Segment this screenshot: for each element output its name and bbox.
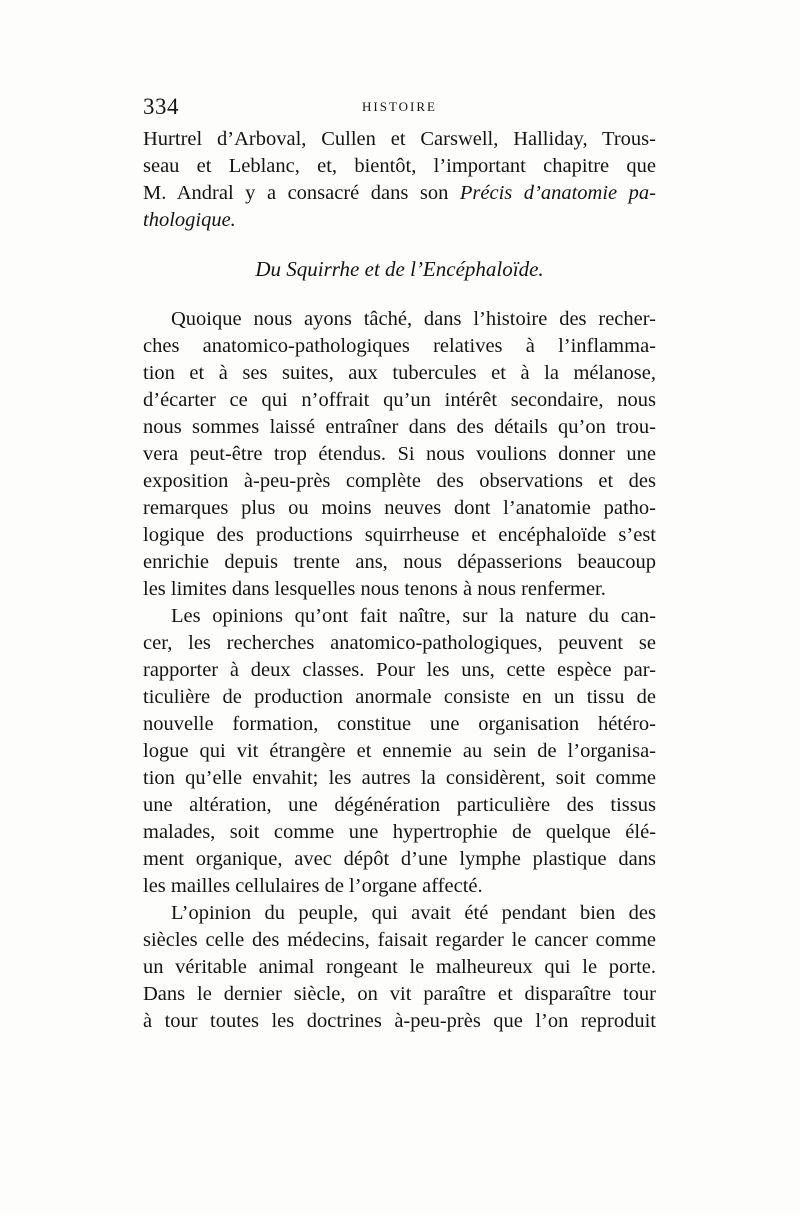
running-title: HISTOIRE [362,99,437,114]
text-line: logique des productions squirrheuse et encéphaloïde s’est [143,524,656,546]
section-heading: Du Squirrhe et de l’Encéphaloïde. [255,257,544,281]
text-line: malades, soit comme une hypertrophie de quelque élé- [143,821,656,843]
text-line: Dans le dernier siècle, on vit paraître et disparaître tour [143,983,656,1005]
text-line [143,180,656,207]
text-line: une altération, une dégénération particulière des tissus [143,794,656,816]
text-line: tion et à ses suites, aux tubercules et à la mélanose, [143,362,656,384]
text-line: d’écarter ce qui n’offrait qu’un intérêt secondaire, nous [143,389,656,411]
paragraph [143,900,656,1035]
text-line: ment organique, avec dépôt d’une lymphe plastique dans [143,848,656,870]
text-line: seau et Leblanc, et, bientôt, l’important chapitre que [143,155,656,177]
text-line: vera peut-être trop étendus. Si nous voulions donner une [143,443,656,465]
text-line: à tour toutes les doctrines à-peu-près que l’on reproduit [143,1010,656,1032]
paragraph [143,306,656,603]
body-text [143,126,656,1035]
text-line: logue qui vit étrangère et ennemie au sein de l’organisa- [143,740,656,762]
book-title-italic: thologique. [143,209,236,231]
running-head [143,94,656,122]
text-line: siècles celle des médecins, faisait regarder le cancer comme [143,929,656,951]
text-line: ticulière de production anormale consiste en un tissu de [143,686,656,708]
book-title-italic: Précis d’anatomie pa- [459,182,656,204]
text-line: Quoique nous ayons tâché, dans l’histoire des recher- [171,308,656,330]
paragraph [143,603,656,900]
text-fragment: M. Andral y a consacré dans son [143,182,449,204]
text-line: remarques plus ou moins neuves dont l’anatomie patho- [143,497,656,519]
text-line: Hurtrel d’Arboval, Cullen et Carswell, Halliday, Trous- [143,128,656,150]
text-line: les limites dans lesquelles nous tenons à nous renfermer. [143,578,606,600]
text-line: exposition à-peu-près complète des observations et des [143,470,656,492]
text-line: cer, les recherches anatomico-pathologiques, peuvent se [143,632,656,654]
text-line: les mailles cellulaires de l’organe affecté. [143,875,483,897]
page-number: 334 [143,94,179,119]
text-line: nouvelle formation, constitue une organisation hétéro- [143,713,656,735]
text-line: nous sommes laissé entraîner dans des détails qu’on trou- [143,416,656,438]
text-line: ches anatomico-pathologiques relatives à l’inflamma- [143,335,656,357]
text-line: enrichie depuis trente ans, nous dépasserions beaucoup [143,551,656,573]
text-line: un véritable animal rongeant le malheureux qui le porte. [143,956,656,978]
text-line: L’opinion du peuple, qui avait été pendant bien des [171,902,656,924]
paragraph [143,126,656,234]
text-line: rapporter à deux classes. Pour les uns, cette espèce par- [143,659,656,681]
text-line: tion qu’elle envahit; les autres la considèrent, soit comme [143,767,656,789]
text-line: Les opinions qu’ont fait naître, sur la nature du can- [171,605,656,627]
